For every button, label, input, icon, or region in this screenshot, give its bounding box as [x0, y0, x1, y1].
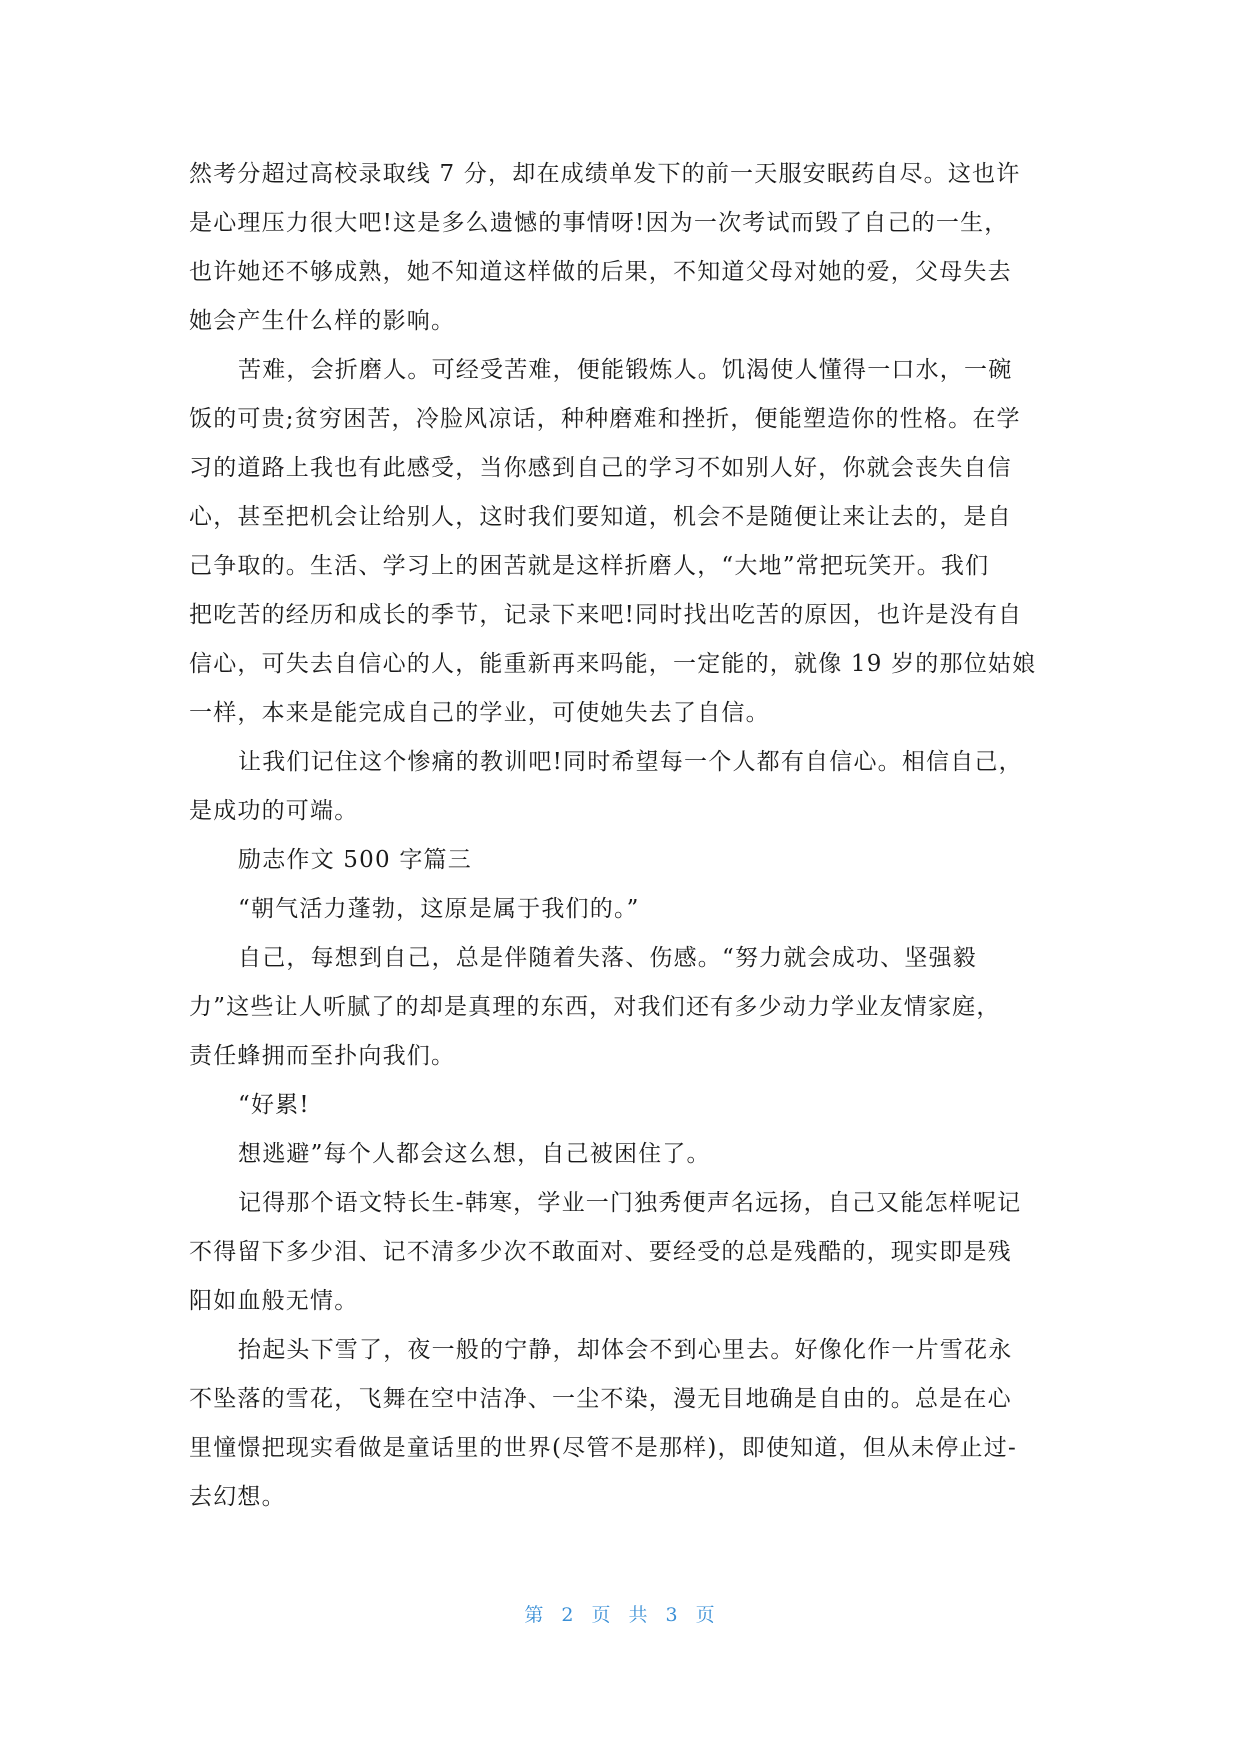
section-heading: 励志作文 500 字篇三	[238, 847, 472, 873]
page-footer	[0, 1600, 1241, 1627]
footer-word-gong: 共	[628, 1604, 650, 1626]
paragraph-2: 苦难，会折磨人。可经受苦难，便能锻炼人。饥渴使人懂得一口水，一碗 饭的可贵;贫穷困苦，冷脸风凉话，种种磨难和挫折，便能塑造你的性格。在学 习的道路上我也有此感受，当你感到自己的学习不如别人好，你就会丧失自信 心，甚至把机会让给别人，这时我们要知道，机会不是随便让来让去的，是自 己争取的。生活、学习上的困苦就是这样折磨人，“大地”常把玩笑开。我们 把吃苦的经历和成长的季节，记录下来吧!同时找出吃苦的原因，也许是没有自 信心，可失去自信心的人，能重新再来吗能，一定能的，就像 19 岁的那位姑娘 一样，本来是能完成自己的学业，可使她失去了自信。	[189, 357, 1037, 726]
footer-word-ye-2: 页	[695, 1604, 717, 1626]
footer-word-ye: 页	[591, 1604, 613, 1626]
paragraph-1: 然考分超过高校录取线 7 分，却在成绩单发下的前一天服安眠药自尽。这也许 是心理压力很大吧!这是多么遗憾的事情呀!因为一次考试而毁了自己的一生， 也许她还不够成熟，她不知道这样做的后果，不知道父母对她的爱，父母失去 她会产生什么样的影响。	[189, 161, 1021, 334]
paragraph-3: 让我们记住这个惨痛的教训吧!同时希望每一个人都有自信心。相信自己， 是成功的可端。	[189, 749, 1023, 824]
footer-total-pages: 3	[665, 1604, 680, 1626]
paragraph-6: 自己，每想到自己，总是伴随着失落、伤感。“努力就会成功、坚强毅 力”这些让人听腻了的却是真理的东西，对我们还有多少动力学业友情家庭， 责任蜂拥而至扑向我们。	[189, 945, 1001, 1069]
paragraph-10: 抬起头下雪了，夜一般的宁静，却体会不到心里去。好像化作一片雪花永 不坠落的雪花，飞舞在空中洁净、一尘不染，漫无目地确是自由的。总是在心 里憧憬把现实看做是童话里的世界(尽管不是那样)，即使知道，但从未停止过- 去幻想。	[189, 1337, 1017, 1510]
document-body	[189, 150, 1054, 1522]
paragraph-8: 想逃避”每个人都会这么想，自己被困住了。	[238, 1141, 711, 1167]
paragraph-7: “好累!	[238, 1092, 310, 1118]
paragraph-quote: “朝气活力蓬勃，这原是属于我们的。”	[238, 896, 640, 922]
paragraph-9: 记得那个语文特长生-韩寒，学业一门独秀便声名远扬，自己又能怎样呢记 不得留下多少泪、记不清多少次不敢面对、要经受的总是残酷的，现实即是残 阳如血般无情。	[189, 1190, 1022, 1314]
footer-page-number: 2	[561, 1604, 576, 1626]
footer-word-di: 第	[524, 1604, 546, 1626]
